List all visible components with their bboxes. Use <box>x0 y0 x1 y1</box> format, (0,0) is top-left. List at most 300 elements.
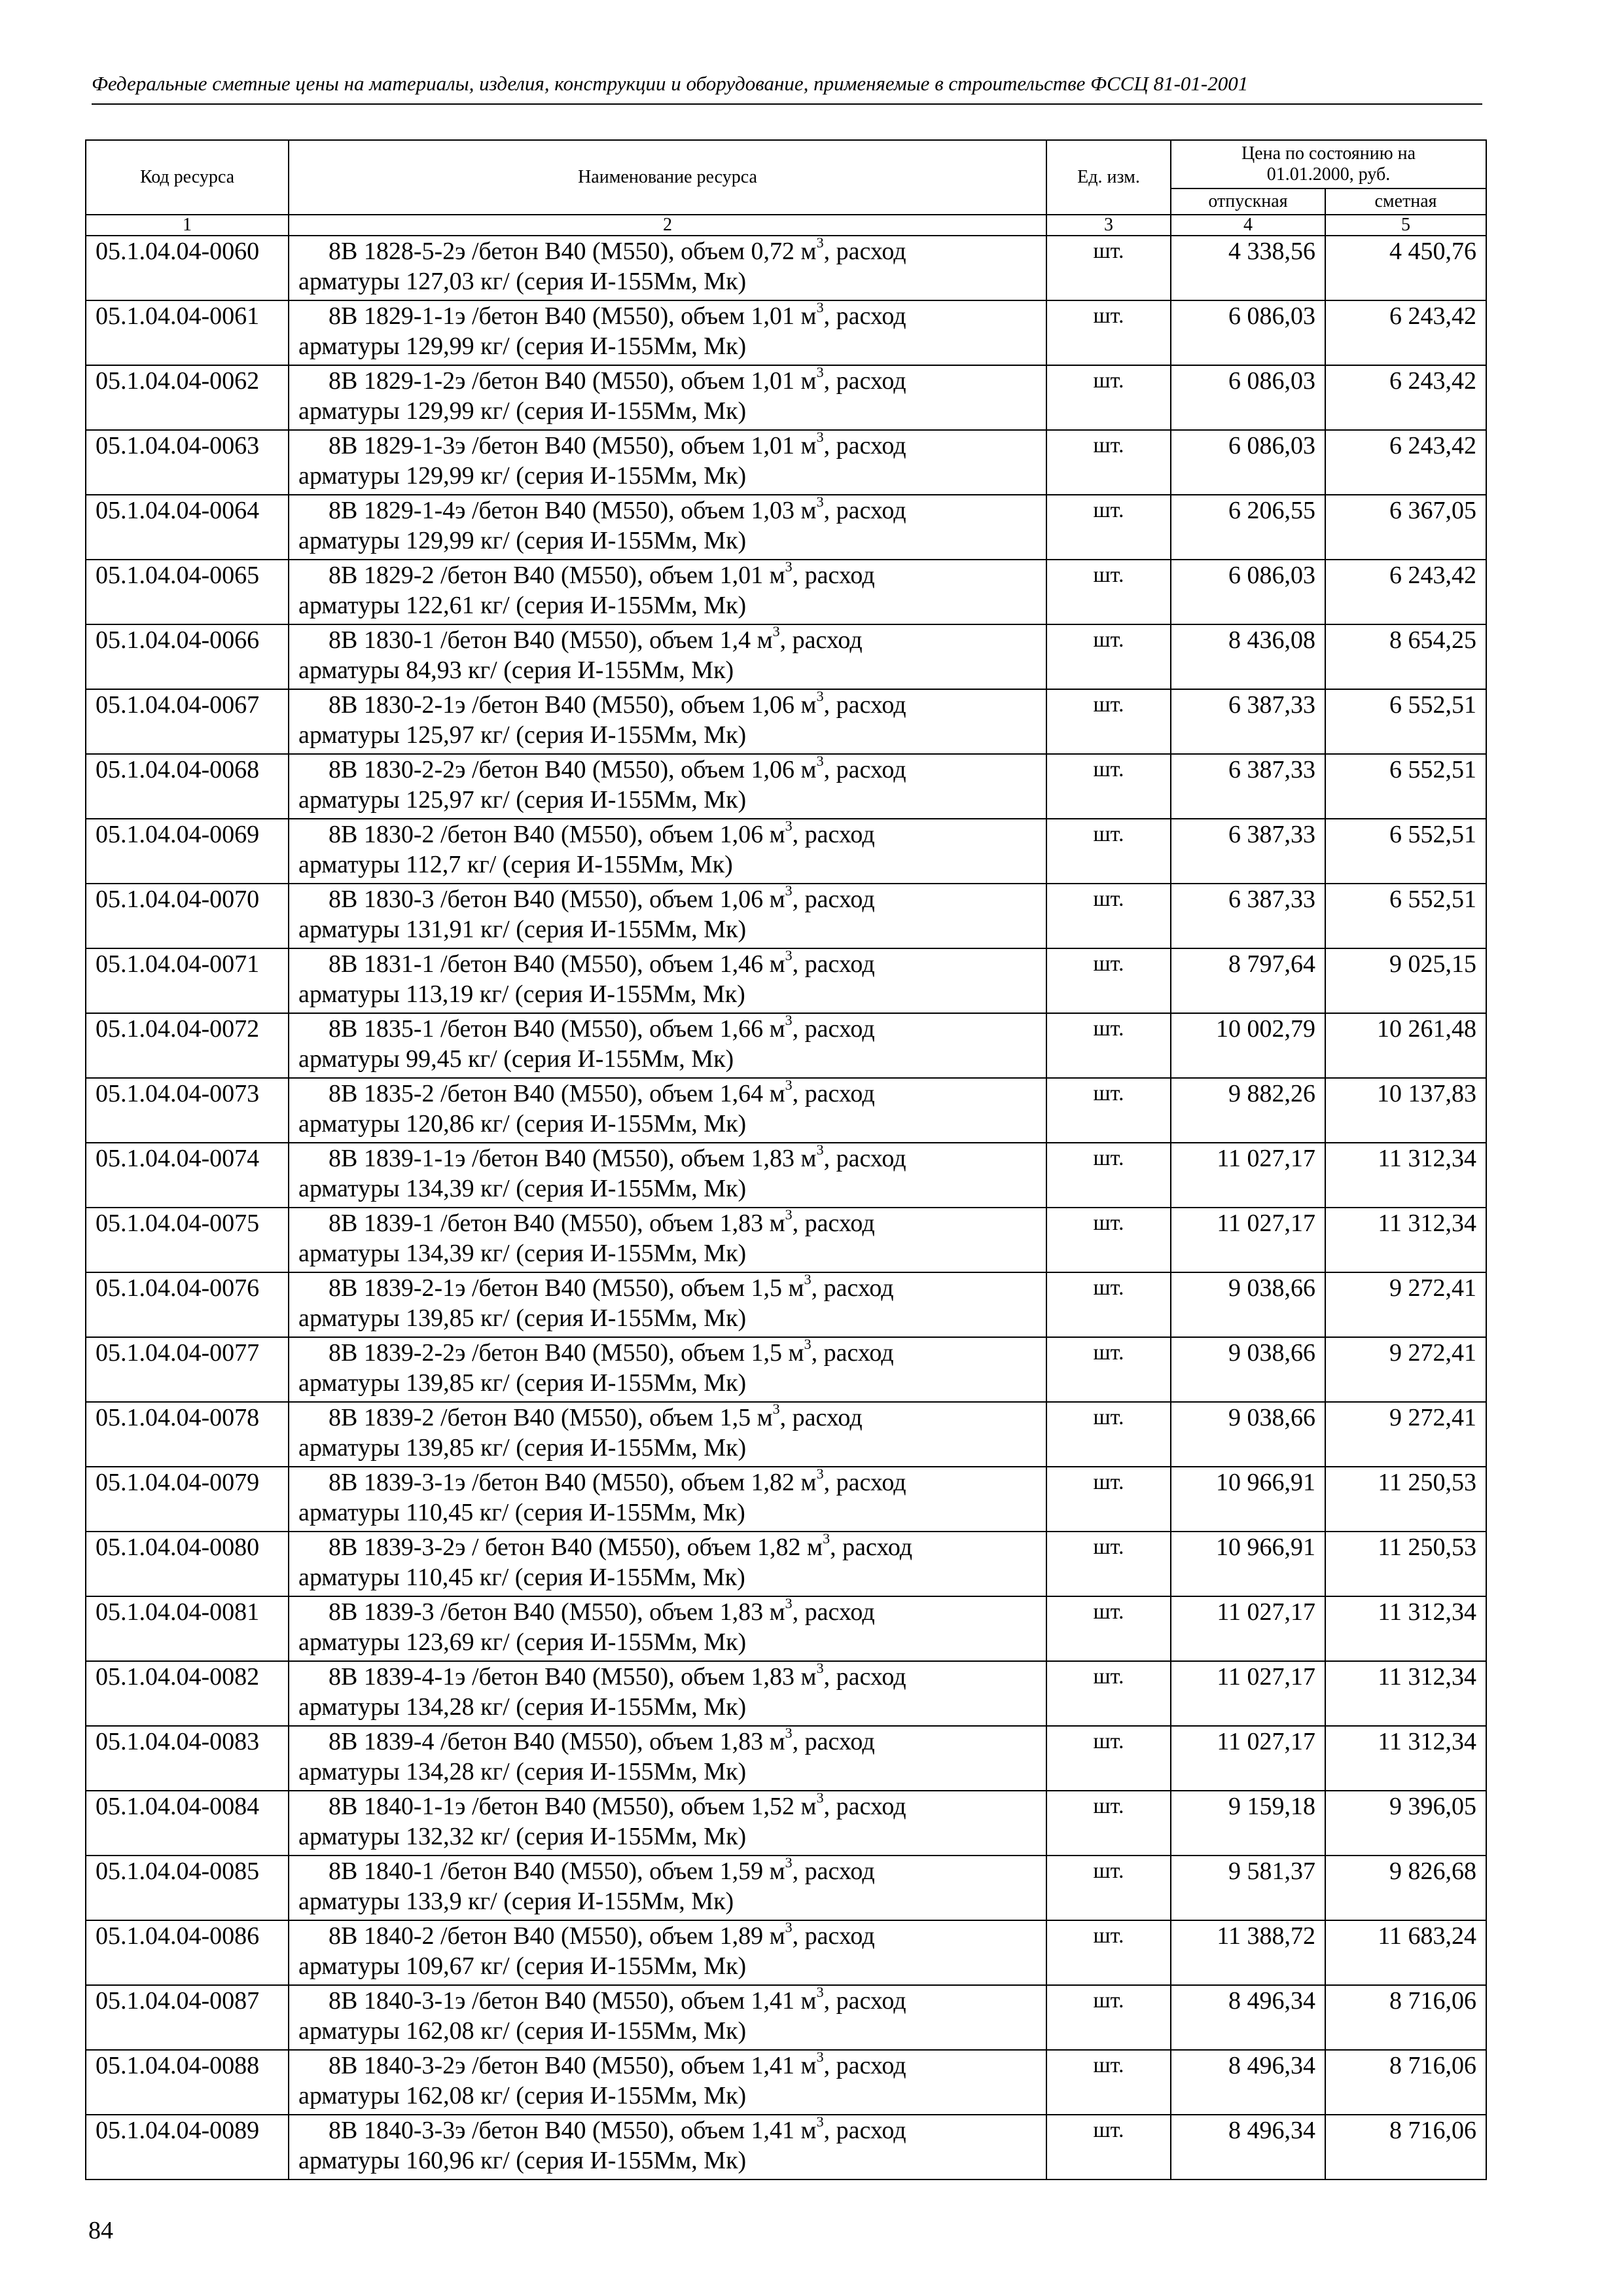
release-price: 11 027,17 <box>1171 1661 1325 1726</box>
resource-name-line-2: арматуры 134,28 кг/ (серия И-155Мм, Мк) <box>298 1693 747 1721</box>
estimate-price: 6 243,42 <box>1325 365 1486 430</box>
resource-name-line-1 <box>298 431 1041 461</box>
resource-name-text: 8В 1840-3-3э /бетон В40 (М550), объем 1,41 м <box>329 2117 817 2144</box>
column-number: 1 <box>86 215 289 236</box>
table-row <box>86 1856 1486 1920</box>
estimate-price: 11 312,34 <box>1325 1208 1486 1272</box>
resource-name-text: 8В 1839-2-2э /бетон В40 (М550), объем 1,5 м <box>329 1339 804 1367</box>
resource-name-line-2: арматуры 110,45 кг/ (серия И-155Мм, Мк) <box>298 1499 745 1526</box>
release-price: 6 387,33 <box>1171 689 1325 754</box>
resource-name-line-1 <box>298 2051 1041 2081</box>
resource-name-text: 8В 1840-2 /бетон В40 (М550), объем 1,89 м <box>329 1922 785 1950</box>
resource-code: 05.1.04.04-0075 <box>86 1208 289 1272</box>
release-price: 9 038,66 <box>1171 1337 1325 1402</box>
volume-superscript: 3 <box>785 1595 793 1612</box>
table-row <box>86 948 1486 1013</box>
estimate-price: 6 552,51 <box>1325 689 1486 754</box>
resource-name <box>289 1596 1046 1661</box>
unit-of-measure: шт. <box>1046 1337 1171 1402</box>
resource-name <box>289 495 1046 560</box>
resource-code: 05.1.04.04-0076 <box>86 1272 289 1337</box>
unit-of-measure: шт. <box>1046 2115 1171 2179</box>
resource-name-text: 8В 1830-3 /бетон В40 (М550), объем 1,06 м <box>329 886 785 913</box>
resource-code: 05.1.04.04-0078 <box>86 1402 289 1467</box>
estimate-price: 6 367,05 <box>1325 495 1486 560</box>
resource-name-line-2: арматуры 129,99 кг/ (серия И-155Мм, Мк) <box>298 397 747 425</box>
resource-code: 05.1.04.04-0084 <box>86 1791 289 1856</box>
resource-name-text-tail: , расход <box>823 1145 906 1172</box>
table-row <box>86 1078 1486 1143</box>
release-price: 11 027,17 <box>1171 1596 1325 1661</box>
volume-superscript: 3 <box>816 2113 824 2130</box>
table-row <box>86 1791 1486 1856</box>
resource-name-text-tail: , расход <box>823 238 906 265</box>
release-price: 6 387,33 <box>1171 754 1325 819</box>
resource-name-text: 8В 1829-1-2э /бетон В40 (М550), объем 1,01 м <box>329 367 817 395</box>
resource-name-text-tail: , расход <box>823 1469 906 1496</box>
table-row <box>86 884 1486 948</box>
release-price: 4 338,56 <box>1171 236 1325 300</box>
resource-name-line-1 <box>298 1143 1041 1174</box>
resource-code: 05.1.04.04-0079 <box>86 1467 289 1532</box>
resource-code: 05.1.04.04-0065 <box>86 560 289 624</box>
resource-code: 05.1.04.04-0087 <box>86 1985 289 2050</box>
resource-name-text-tail: , расход <box>792 1857 875 1885</box>
resource-name-text-tail: , расход <box>830 1534 913 1561</box>
release-price: 11 027,17 <box>1171 1143 1325 1208</box>
volume-superscript: 3 <box>785 882 793 899</box>
resource-code: 05.1.04.04-0069 <box>86 819 289 884</box>
release-price: 8 496,34 <box>1171 2050 1325 2115</box>
resource-name-text: 8В 1829-2 /бетон В40 (М550), объем 1,01 м <box>329 562 785 589</box>
resource-name-line-1 <box>298 1273 1041 1303</box>
estimate-price: 6 552,51 <box>1325 884 1486 948</box>
resource-name-line-1 <box>298 301 1041 331</box>
resource-name-line-2: арматуры 134,39 кг/ (серия И-155Мм, Мк) <box>298 1240 747 1267</box>
resource-name <box>289 236 1046 300</box>
resource-name-line-1 <box>298 495 1041 526</box>
resource-code: 05.1.04.04-0081 <box>86 1596 289 1661</box>
resource-name-text: 8В 1840-1 /бетон В40 (М550), объем 1,59 м <box>329 1857 785 1885</box>
unit-of-measure: шт. <box>1046 1726 1171 1791</box>
unit-of-measure: шт. <box>1046 1013 1171 1078</box>
table-row <box>86 365 1486 430</box>
estimate-price: 6 552,51 <box>1325 819 1486 884</box>
resource-name-text-tail: , расход <box>823 432 906 459</box>
resource-name-line-2: арматуры 134,28 кг/ (серия И-155Мм, Мк) <box>298 1758 747 1785</box>
table-row <box>86 1402 1486 1467</box>
volume-superscript: 3 <box>816 364 824 381</box>
table-row <box>86 495 1486 560</box>
resource-code: 05.1.04.04-0083 <box>86 1726 289 1791</box>
resource-name-line-1 <box>298 1338 1041 1368</box>
resource-code: 05.1.04.04-0063 <box>86 430 289 495</box>
table-row <box>86 1985 1486 2050</box>
estimate-price: 8 716,06 <box>1325 2050 1486 2115</box>
estimate-price: 10 261,48 <box>1325 1013 1486 1078</box>
resource-code: 05.1.04.04-0082 <box>86 1661 289 1726</box>
release-price: 6 086,03 <box>1171 560 1325 624</box>
unit-of-measure: шт. <box>1046 300 1171 365</box>
header-name: Наименование ресурса <box>289 140 1046 215</box>
unit-of-measure: шт. <box>1046 754 1171 819</box>
resource-name-line-2: арматуры 125,97 кг/ (серия И-155Мм, Мк) <box>298 721 747 749</box>
resource-name-text-tail: , расход <box>823 756 906 783</box>
column-number: 5 <box>1325 215 1486 236</box>
table-row <box>86 1596 1486 1661</box>
resource-name-line-2: арматуры 127,03 кг/ (серия И-155Мм, Мк) <box>298 268 747 295</box>
resource-name-line-2: арматуры 132,32 кг/ (серия И-155Мм, Мк) <box>298 1823 747 1850</box>
table-row <box>86 430 1486 495</box>
resource-name-line-1 <box>298 1467 1041 1498</box>
table-body <box>86 236 1486 2179</box>
estimate-price: 9 272,41 <box>1325 1272 1486 1337</box>
resource-name-text-tail: , расход <box>811 1274 894 1302</box>
header-release-price: отпускная <box>1171 188 1325 215</box>
volume-superscript: 3 <box>816 1660 824 1677</box>
header-rule <box>92 103 1482 105</box>
resource-name-text-tail: , расход <box>823 302 906 330</box>
estimate-price: 4 450,76 <box>1325 236 1486 300</box>
release-price: 8 797,64 <box>1171 948 1325 1013</box>
release-price: 11 027,17 <box>1171 1726 1325 1791</box>
resource-name-text: 8В 1839-1-1э /бетон В40 (М550), объем 1,83 м <box>329 1145 817 1172</box>
resource-name-line-2: арматуры 123,69 кг/ (серия И-155Мм, Мк) <box>298 1628 747 1656</box>
resource-name-text-tail: , расход <box>823 2052 906 2079</box>
estimate-price: 11 250,53 <box>1325 1467 1486 1532</box>
unit-of-measure: шт. <box>1046 1856 1171 1920</box>
resource-code: 05.1.04.04-0080 <box>86 1532 289 1596</box>
volume-superscript: 3 <box>785 1077 793 1094</box>
resource-name-text: 8В 1829-1-3э /бетон В40 (М550), объем 1,01 м <box>329 432 817 459</box>
resource-name-line-2: арматуры 131,91 кг/ (серия И-155Мм, Мк) <box>298 916 747 943</box>
release-price: 11 388,72 <box>1171 1920 1325 1985</box>
resource-name-text: 8В 1835-1 /бетон В40 (М550), объем 1,66 м <box>329 1015 785 1043</box>
table-row <box>86 560 1486 624</box>
resource-name-line-1 <box>298 1856 1041 1886</box>
resource-name-text: 8В 1839-4-1э /бетон В40 (М550), объем 1,83 м <box>329 1663 817 1691</box>
unit-of-measure: шт. <box>1046 2050 1171 2115</box>
resource-name-line-1 <box>298 690 1041 720</box>
estimate-price: 9 396,05 <box>1325 1791 1486 1856</box>
resource-name <box>289 819 1046 884</box>
volume-superscript: 3 <box>816 493 824 511</box>
unit-of-measure: шт. <box>1046 236 1171 300</box>
document-header: Федеральные сметные цены на материалы, изделия, конструкции и оборудование, применяемые в строительстве ФССЦ 81-01-2001 <box>92 72 1249 95</box>
unit-of-measure: шт. <box>1046 1985 1171 2050</box>
estimate-price: 8 716,06 <box>1325 1985 1486 2050</box>
resource-name <box>289 2115 1046 2179</box>
resource-code: 05.1.04.04-0077 <box>86 1337 289 1402</box>
resource-code: 05.1.04.04-0060 <box>86 236 289 300</box>
resource-name-line-1 <box>298 1079 1041 1109</box>
release-price: 9 038,66 <box>1171 1402 1325 1467</box>
resource-name-line-2: арматуры 120,86 кг/ (серия И-155Мм, Мк) <box>298 1110 747 1138</box>
resource-name <box>289 1985 1046 2050</box>
resource-name-text: 8В 1828-5-2э /бетон В40 (М550), объем 0,72 м <box>329 238 817 265</box>
resource-code: 05.1.04.04-0074 <box>86 1143 289 1208</box>
resource-code: 05.1.04.04-0064 <box>86 495 289 560</box>
resource-name-line-1 <box>298 884 1041 914</box>
resource-name-text: 8В 1840-3-1э /бетон В40 (М550), объем 1,41 м <box>329 1987 817 2015</box>
resource-code: 05.1.04.04-0066 <box>86 624 289 689</box>
resource-code: 05.1.04.04-0062 <box>86 365 289 430</box>
volume-superscript: 3 <box>816 753 824 770</box>
resource-name-line-1 <box>298 819 1041 850</box>
resource-code: 05.1.04.04-0067 <box>86 689 289 754</box>
resource-name-text: 8В 1839-3-2э / бетон В40 (М550), объем 1,82 м <box>329 1534 823 1561</box>
resource-name-text: 8В 1835-2 /бетон В40 (М550), объем 1,64 м <box>329 1080 785 1107</box>
resource-name-line-1 <box>298 236 1041 266</box>
unit-of-measure: шт. <box>1046 1532 1171 1596</box>
resource-code: 05.1.04.04-0085 <box>86 1856 289 1920</box>
resource-name-line-2: арматуры 109,67 кг/ (серия И-155Мм, Мк) <box>298 1952 747 1980</box>
resource-name-line-2: арматуры 125,97 кг/ (серия И-155Мм, Мк) <box>298 786 747 814</box>
header-price-group: Цена по состоянию на 01.01.2000, руб. <box>1171 140 1486 188</box>
release-price: 10 002,79 <box>1171 1013 1325 1078</box>
unit-of-measure: шт. <box>1046 948 1171 1013</box>
resource-name-line-2: арматуры 139,85 кг/ (серия И-155Мм, Мк) <box>298 1304 747 1332</box>
release-price: 8 436,08 <box>1171 624 1325 689</box>
resource-name <box>289 754 1046 819</box>
resource-name-line-2: арматуры 160,96 кг/ (серия И-155Мм, Мк) <box>298 2147 747 2174</box>
resource-name-text: 8В 1839-1 /бетон В40 (М550), объем 1,83 м <box>329 1210 785 1237</box>
estimate-price: 9 272,41 <box>1325 1337 1486 1402</box>
volume-superscript: 3 <box>816 299 824 316</box>
resource-name-text-tail: , расход <box>823 2117 906 2144</box>
volume-superscript: 3 <box>785 947 793 964</box>
release-price: 9 038,66 <box>1171 1272 1325 1337</box>
resource-name-line-1 <box>298 1727 1041 1757</box>
resource-name <box>289 1013 1046 1078</box>
estimate-price: 10 137,83 <box>1325 1078 1486 1143</box>
estimate-price: 11 250,53 <box>1325 1532 1486 1596</box>
resource-name-text-tail: , расход <box>823 1663 906 1691</box>
estimate-price: 11 312,34 <box>1325 1661 1486 1726</box>
resource-name-text-tail: , расход <box>779 1404 863 1431</box>
volume-superscript: 3 <box>816 1465 824 1482</box>
volume-superscript: 3 <box>785 1854 793 1871</box>
resource-name-line-2: арматуры 112,7 кг/ (серия И-155Мм, Мк) <box>298 851 733 878</box>
resource-name-line-1 <box>298 1532 1041 1562</box>
table-row <box>86 1532 1486 1596</box>
resource-name-line-2: арматуры 133,9 кг/ (серия И-155Мм, Мк) <box>298 1888 734 1915</box>
table-row <box>86 1337 1486 1402</box>
unit-of-measure: шт. <box>1046 1661 1171 1726</box>
table-row <box>86 624 1486 689</box>
table-row <box>86 300 1486 365</box>
resource-name-text: 8В 1830-2-2э /бетон В40 (М550), объем 1,06 м <box>329 756 817 783</box>
column-number-row <box>86 215 1486 236</box>
release-price: 8 496,34 <box>1171 1985 1325 2050</box>
resource-name <box>289 689 1046 754</box>
release-price: 6 387,33 <box>1171 884 1325 948</box>
estimate-price: 6 243,42 <box>1325 560 1486 624</box>
resource-name-line-1 <box>298 755 1041 785</box>
volume-superscript: 3 <box>785 1919 793 1936</box>
unit-of-measure: шт. <box>1046 1402 1171 1467</box>
resource-name-text-tail: , расход <box>823 367 906 395</box>
release-price: 10 966,91 <box>1171 1532 1325 1596</box>
resource-name <box>289 1920 1046 1985</box>
resource-name <box>289 1078 1046 1143</box>
unit-of-measure: шт. <box>1046 884 1171 948</box>
unit-of-measure: шт. <box>1046 624 1171 689</box>
unit-of-measure: шт. <box>1046 1596 1171 1661</box>
release-price: 6 086,03 <box>1171 430 1325 495</box>
estimate-price: 11 683,24 <box>1325 1920 1486 1985</box>
resource-name-text-tail: , расход <box>779 626 863 654</box>
resource-code: 05.1.04.04-0086 <box>86 1920 289 1985</box>
resource-name-text: 8В 1830-2 /бетон В40 (М550), объем 1,06 м <box>329 821 785 848</box>
resource-name-text: 8В 1829-1-4э /бетон В40 (М550), объем 1,03 м <box>329 497 817 524</box>
resource-name-line-2: арматуры 162,08 кг/ (серия И-155Мм, Мк) <box>298 2017 747 2045</box>
estimate-price: 6 243,42 <box>1325 430 1486 495</box>
resource-name <box>289 2050 1046 2115</box>
estimate-price: 11 312,34 <box>1325 1596 1486 1661</box>
resource-name-text: 8В 1831-1 /бетон В40 (М550), объем 1,46 м <box>329 950 785 978</box>
resource-name <box>289 300 1046 365</box>
resource-name-text: 8В 1839-4 /бетон В40 (М550), объем 1,83 м <box>329 1728 785 1755</box>
resource-name <box>289 430 1046 495</box>
header-unit: Ед. изм. <box>1046 140 1171 215</box>
table-row <box>86 754 1486 819</box>
unit-of-measure: шт. <box>1046 1143 1171 1208</box>
page-number: 84 <box>88 2217 113 2244</box>
header-estimate-price: сметная <box>1325 188 1486 215</box>
resource-name <box>289 1143 1046 1208</box>
unit-of-measure: шт. <box>1046 1467 1171 1532</box>
unit-of-measure: шт. <box>1046 1208 1171 1272</box>
resource-name-line-2: арматуры 129,99 кг/ (серия И-155Мм, Мк) <box>298 527 747 554</box>
resource-name <box>289 624 1046 689</box>
resource-name-text-tail: , расход <box>792 1210 875 1237</box>
estimate-price: 8 654,25 <box>1325 624 1486 689</box>
resource-name-text: 8В 1839-2 /бетон В40 (М550), объем 1,5 м <box>329 1404 773 1431</box>
resource-name-text-tail: , расход <box>823 691 906 719</box>
resource-name <box>289 1726 1046 1791</box>
estimate-price: 9 826,68 <box>1325 1856 1486 1920</box>
resource-name-text: 8В 1839-3-1э /бетон В40 (М550), объем 1,82 м <box>329 1469 817 1496</box>
unit-of-measure: шт. <box>1046 495 1171 560</box>
resource-name-text: 8В 1839-3 /бетон В40 (М550), объем 1,83 м <box>329 1598 785 1626</box>
resource-name-line-1 <box>298 1597 1041 1627</box>
estimate-price: 11 312,34 <box>1325 1143 1486 1208</box>
resource-name-line-2: арматуры 129,99 кг/ (серия И-155Мм, Мк) <box>298 462 747 490</box>
release-price: 6 206,55 <box>1171 495 1325 560</box>
release-price: 6 086,03 <box>1171 300 1325 365</box>
release-price: 6 387,33 <box>1171 819 1325 884</box>
unit-of-measure: шт. <box>1046 365 1171 430</box>
resource-name-line-1 <box>298 366 1041 396</box>
resource-name-line-2: арматуры 122,61 кг/ (серия И-155Мм, Мк) <box>298 592 747 619</box>
volume-superscript: 3 <box>785 1012 793 1029</box>
column-number: 4 <box>1171 215 1325 236</box>
table-row <box>86 1467 1486 1532</box>
table-row <box>86 1661 1486 1726</box>
volume-superscript: 3 <box>785 558 793 575</box>
resource-name <box>289 1272 1046 1337</box>
resource-code: 05.1.04.04-0089 <box>86 2115 289 2179</box>
resource-name-text-tail: , расход <box>792 886 875 913</box>
resource-name-text-tail: , расход <box>792 821 875 848</box>
resource-name-line-2: арматуры 113,19 кг/ (серия И-155Мм, Мк) <box>298 980 745 1008</box>
resource-name <box>289 1661 1046 1726</box>
volume-superscript: 3 <box>816 1789 824 1806</box>
unit-of-measure: шт. <box>1046 1078 1171 1143</box>
resource-name-text-tail: , расход <box>811 1339 894 1367</box>
resource-name-line-1 <box>298 949 1041 979</box>
resource-name-line-1 <box>298 1403 1041 1433</box>
release-price: 9 159,18 <box>1171 1791 1325 1856</box>
resource-name-text-tail: , расход <box>792 1922 875 1950</box>
resource-name-line-2: арматуры 139,85 кг/ (серия И-155Мм, Мк) <box>298 1434 747 1462</box>
table-row <box>86 819 1486 884</box>
volume-superscript: 3 <box>816 2049 824 2066</box>
resource-name <box>289 365 1046 430</box>
estimate-price: 9 025,15 <box>1325 948 1486 1013</box>
resource-code: 05.1.04.04-0061 <box>86 300 289 365</box>
resource-name-text: 8В 1829-1-1э /бетон В40 (М550), объем 1,01 м <box>329 302 817 330</box>
volume-superscript: 3 <box>816 688 824 705</box>
resource-code: 05.1.04.04-0072 <box>86 1013 289 1078</box>
resource-name-text: 8В 1840-1-1э /бетон В40 (М550), объем 1,52 м <box>329 1793 817 1820</box>
header-code: Код ресурса <box>86 140 289 215</box>
table-row <box>86 1726 1486 1791</box>
volume-superscript: 3 <box>823 1530 830 1547</box>
unit-of-measure: шт. <box>1046 430 1171 495</box>
table-row <box>86 236 1486 300</box>
resource-name <box>289 1337 1046 1402</box>
resource-code: 05.1.04.04-0088 <box>86 2050 289 2115</box>
resource-name-line-2: арматуры 139,85 кг/ (серия И-155Мм, Мк) <box>298 1369 747 1397</box>
table-row <box>86 2050 1486 2115</box>
release-price: 10 966,91 <box>1171 1467 1325 1532</box>
table-row <box>86 1013 1486 1078</box>
estimate-price: 9 272,41 <box>1325 1402 1486 1467</box>
release-price: 8 496,34 <box>1171 2115 1325 2179</box>
resource-name-line-2: арматуры 162,08 кг/ (серия И-155Мм, Мк) <box>298 2082 747 2109</box>
resource-code: 05.1.04.04-0068 <box>86 754 289 819</box>
resource-name-line-1 <box>298 560 1041 590</box>
resource-name <box>289 1532 1046 1596</box>
resource-name <box>289 1467 1046 1532</box>
resource-name-text: 8В 1839-2-1э /бетон В40 (М550), объем 1,5 м <box>329 1274 804 1302</box>
resource-name-line-1 <box>298 1921 1041 1951</box>
table-row <box>86 1272 1486 1337</box>
resource-name-line-1 <box>298 1791 1041 1821</box>
table-row <box>86 1920 1486 1985</box>
volume-superscript: 3 <box>816 1984 824 2001</box>
volume-superscript: 3 <box>804 1336 812 1353</box>
resource-name <box>289 1208 1046 1272</box>
volume-superscript: 3 <box>785 1725 793 1742</box>
volume-superscript: 3 <box>772 623 780 640</box>
resource-name-line-2: арматуры 99,45 кг/ (серия И-155Мм, Мк) <box>298 1045 734 1073</box>
resource-name-line-1 <box>298 1014 1041 1044</box>
resource-name-line-2: арматуры 134,39 кг/ (серия И-155Мм, Мк) <box>298 1175 747 1202</box>
resource-name-text: 8В 1830-1 /бетон В40 (М550), объем 1,4 м <box>329 626 773 654</box>
resource-name-text-tail: , расход <box>792 1728 875 1755</box>
resource-name-text: 8В 1830-2-1э /бетон В40 (М550), объем 1,06 м <box>329 691 817 719</box>
resource-name-text-tail: , расход <box>792 1080 875 1107</box>
resource-name-line-2: арматуры 84,93 кг/ (серия И-155Мм, Мк) <box>298 656 734 684</box>
resource-name-text-tail: , расход <box>792 950 875 978</box>
price-table <box>85 139 1487 2180</box>
resource-name <box>289 1402 1046 1467</box>
estimate-price: 8 716,06 <box>1325 2115 1486 2179</box>
resource-name <box>289 948 1046 1013</box>
